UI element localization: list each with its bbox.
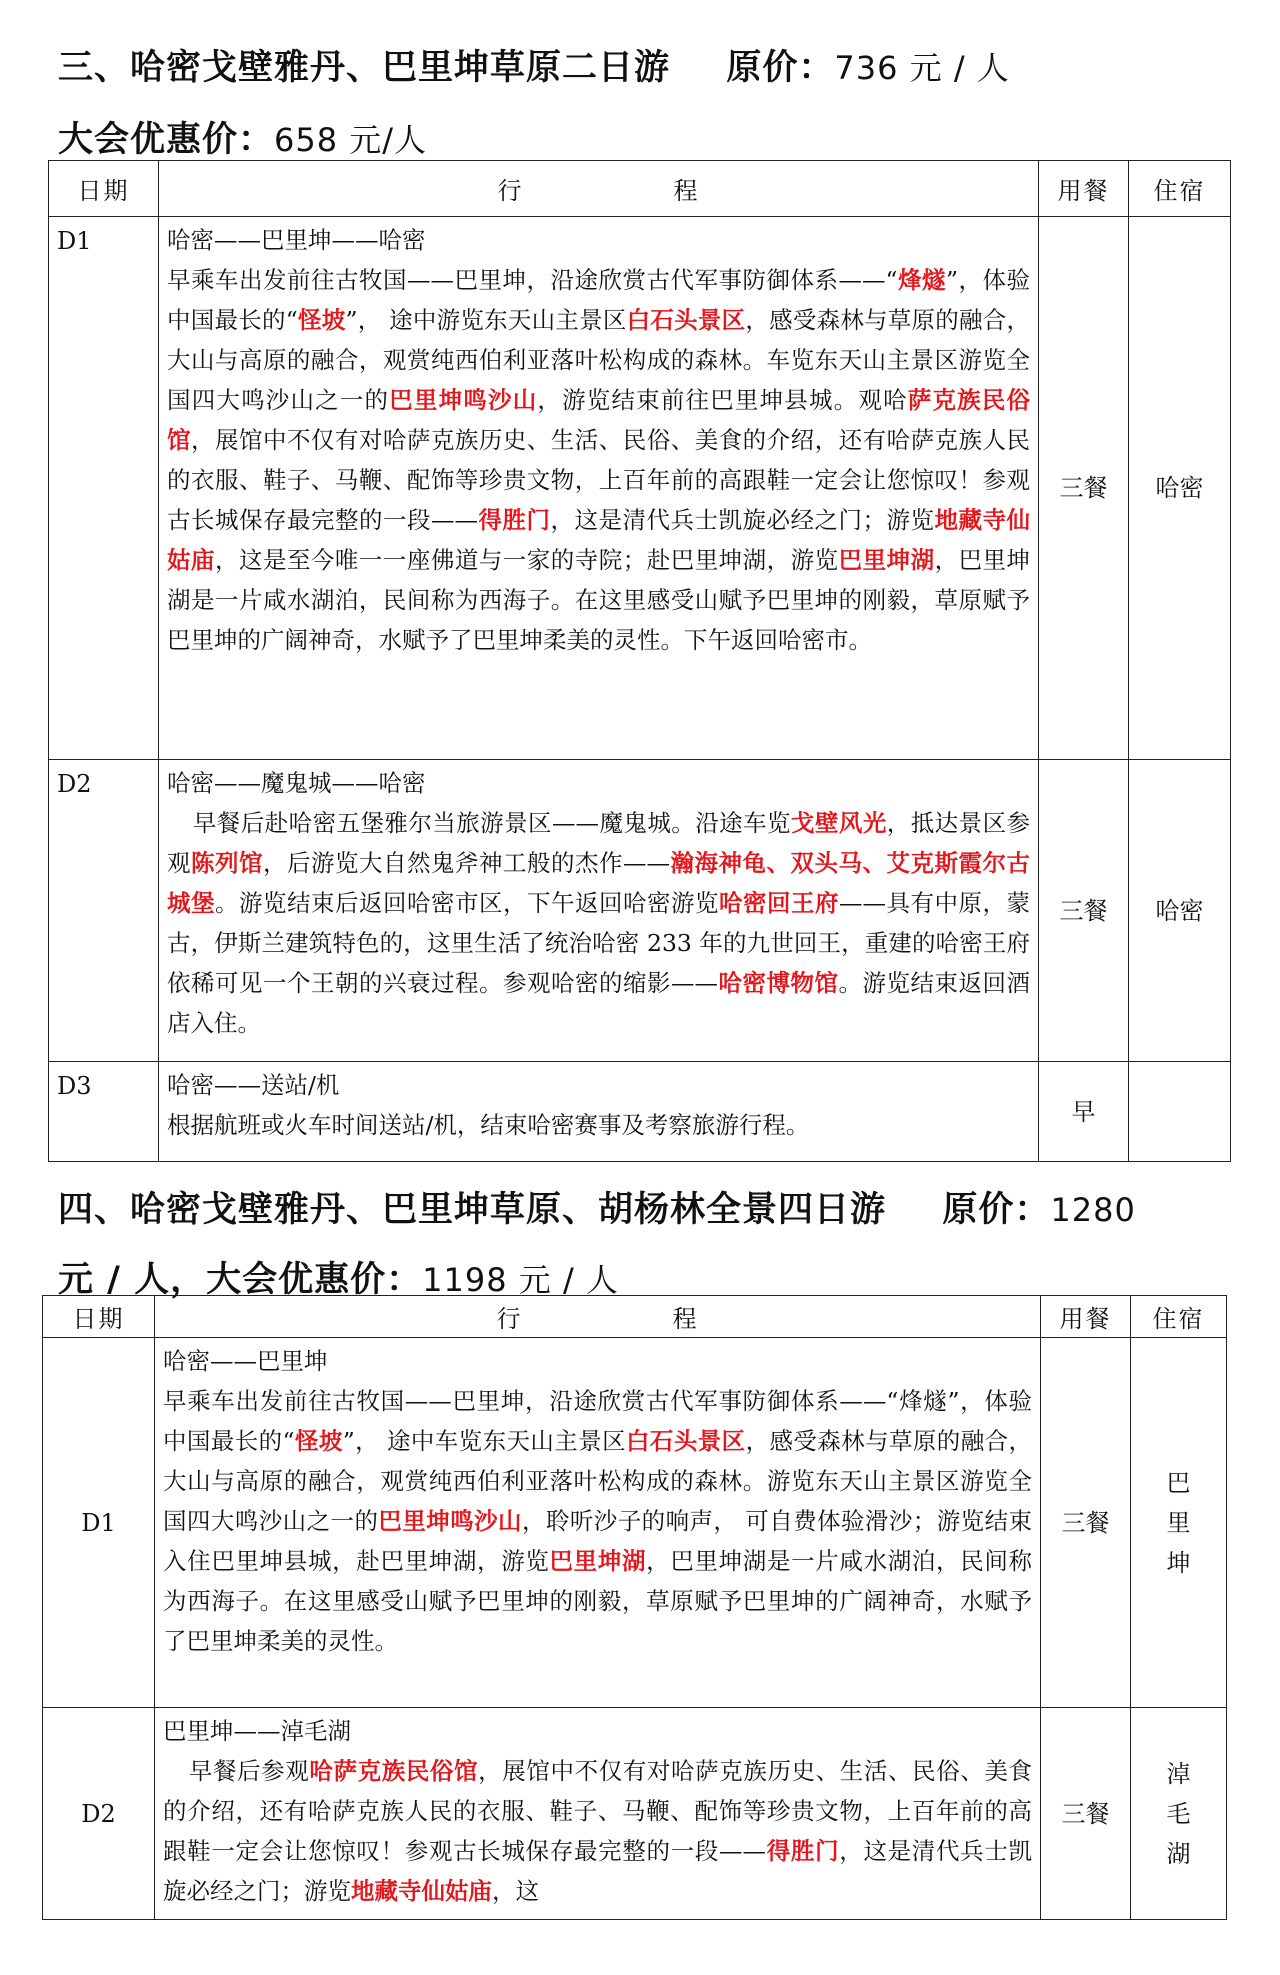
section4-itinerary-table xyxy=(42,1295,1227,1920)
description-text: ”， 途中车览东天山主景区 xyxy=(342,1427,627,1455)
stay-cell xyxy=(1131,1338,1227,1708)
route: 哈密——送站/机 xyxy=(167,1071,340,1099)
day-cell: D1 xyxy=(43,1338,155,1708)
highlighted-attraction: 巴里坤鸣沙山 xyxy=(378,1507,522,1535)
table-row xyxy=(43,1338,1227,1708)
stay-text: 巴里坤 xyxy=(1166,1468,1191,1577)
description-text: ——具有中原，蒙古，伊斯兰建筑特色的，这里生活了统治哈密 233 年的九世回王，重建的哈密王府依稀可见一个王朝的兴衰过程。参观哈密的缩影—— xyxy=(167,889,1030,997)
section3-title-line xyxy=(58,40,1010,90)
header-date: 日期 xyxy=(43,1296,155,1338)
description-text: 早乘车出发前往古牧国——巴里坤，沿途欣赏古代军事防御体系——“烽燧”，体验中国最长的“ xyxy=(163,1387,1032,1455)
header-meal: 用餐 xyxy=(1041,1296,1131,1338)
highlighted-attraction: 巴里坤湖 xyxy=(549,1547,647,1575)
meal-cell: 三餐 xyxy=(1041,1708,1131,1920)
stay-cell: 哈密 xyxy=(1129,760,1231,1062)
description-text: ”， 途中游览东天山主景区 xyxy=(345,306,627,334)
itinerary-cell xyxy=(159,760,1039,1062)
itinerary-description xyxy=(167,266,1030,654)
route: 哈密——巴里坤 xyxy=(163,1347,328,1375)
section4-title: 四、哈密戈壁雅丹、巴里坤草原、胡杨林全景四日游 xyxy=(58,1190,887,1230)
section3-price-value: 736 元 / 人 xyxy=(834,49,1010,87)
description-text: 根据航班或火车时间送站/机，结束哈密赛事及考察旅游行程。 xyxy=(167,1111,810,1139)
section4-title-line xyxy=(58,1182,1136,1232)
highlighted-attraction: 地藏寺仙姑庙 xyxy=(167,506,1030,574)
description-text: ，感受森林与草原的融合，大山与高原的融合，观赏纯西伯利亚落叶松构成的森林。游览东天山主景区游览全国四大鸣沙山之一的 xyxy=(163,1427,1033,1535)
highlighted-attraction: 怪坡 xyxy=(297,306,346,334)
route: 哈密——魔鬼城——哈密 xyxy=(167,769,426,797)
itinerary-cell xyxy=(155,1338,1041,1708)
highlighted-attraction: 哈密博物馆 xyxy=(718,969,839,997)
day-cell: D2 xyxy=(43,1708,155,1920)
description-text: ，游览结束前往巴里坤县城。观哈 xyxy=(537,386,908,414)
highlighted-attraction: 白石头景区 xyxy=(626,1427,746,1455)
header-stay: 住宿 xyxy=(1131,1296,1227,1338)
highlighted-attraction: 怪坡 xyxy=(294,1427,343,1455)
section4-price-label: 原价： xyxy=(942,1190,1051,1230)
highlighted-attraction: 白石头景区 xyxy=(626,306,746,334)
highlighted-attraction: 萨克族民俗馆 xyxy=(167,386,1031,454)
day-cell: D1 xyxy=(49,217,159,760)
description-text: ，展馆中不仅有对哈萨克族历史、生活、民俗、美食的介绍，还有哈萨克族人民的衣服、鞋子、马鞭、配饰等珍贵文物，上百年前的高跟鞋一定会让您惊叹！参观古长城保存最完整的一段—— xyxy=(167,426,1031,534)
itinerary-cell xyxy=(159,1062,1039,1162)
description-text: ，感受森林与草原的融合，大山与高原的融合，观赏纯西伯利亚落叶松构成的森林。车览东天山主景区游览全国四大鸣沙山之一的 xyxy=(167,306,1031,414)
description-text: ，展馆中不仅有对哈萨克族历史、生活、民俗、美食的介绍，还有哈萨克族人民的衣服、鞋子、马鞭、配饰等珍贵文物，上百年前的高跟鞋一定会让您惊叹！参观古长城保存最完整的一段—— xyxy=(163,1757,1033,1865)
table-row xyxy=(43,1708,1227,1920)
description-text: ”，体验中国最长的“ xyxy=(167,266,1031,334)
section3-discount-line xyxy=(58,112,427,162)
highlighted-attraction: 瀚海神龟、双头马、艾克斯霞尔古城堡 xyxy=(167,849,1030,917)
description-text: ，这是清代兵士凯旋必经之门；游览 xyxy=(163,1837,1033,1905)
meal-cell: 早 xyxy=(1039,1062,1129,1162)
description-text: ，这是清代兵士凯旋必经之门；游览 xyxy=(550,506,935,534)
description-text: ，后游览大自然鬼斧神工般的杰作—— xyxy=(263,849,670,877)
highlighted-attraction: 得胜门 xyxy=(766,1837,840,1865)
itinerary-cell xyxy=(155,1708,1041,1920)
route: 巴里坤——淖毛湖 xyxy=(163,1717,351,1745)
section3-price-label: 原价： xyxy=(726,48,835,88)
highlighted-attraction: 地藏寺仙姑庙 xyxy=(351,1877,492,1905)
description-text: ，这 xyxy=(492,1877,539,1905)
description-text: ，巴里坤湖是一片咸水湖泊，民间称为西海子。在这里感受山赋予巴里坤的刚毅，草原赋予巴里坤的广阔神奇，水赋予了巴里坤柔美的灵性。 xyxy=(163,1547,1033,1655)
section4-price-value: 1280 xyxy=(1050,1191,1136,1229)
day-cell: D3 xyxy=(49,1062,159,1162)
stay-cell xyxy=(1129,1062,1231,1162)
section3-discount-label: 大会优惠价： xyxy=(58,120,275,160)
section3-itinerary-table xyxy=(48,160,1231,1162)
meal-cell: 三餐 xyxy=(1039,217,1129,760)
stay-cell: 哈密 xyxy=(1129,217,1231,760)
header-meal: 用餐 xyxy=(1039,161,1129,217)
day-cell: D2 xyxy=(49,760,159,1062)
section4-discount-label: 大会优惠价： xyxy=(206,1260,423,1300)
itinerary-description xyxy=(167,803,1030,1043)
section3-discount-value: 658 元/人 xyxy=(274,121,428,159)
meal-cell: 三餐 xyxy=(1039,760,1129,1062)
stay-text: 淖毛湖 xyxy=(1166,1759,1191,1868)
header-stay: 住宿 xyxy=(1129,161,1231,217)
table-row xyxy=(49,217,1231,760)
description-text: 。游览结束返回酒店入住。 xyxy=(167,969,1030,1037)
description-text: 早餐后参观 xyxy=(188,1757,310,1785)
table-row xyxy=(49,760,1231,1062)
highlighted-attraction: 得胜门 xyxy=(478,506,551,534)
highlighted-attraction: 陈列馆 xyxy=(191,849,263,877)
itinerary-description xyxy=(167,1111,809,1139)
highlighted-attraction: 巴里坤鸣沙山 xyxy=(389,386,538,414)
route: 哈密——巴里坤——哈密 xyxy=(167,226,426,254)
itinerary-description xyxy=(163,1387,1032,1655)
table-row xyxy=(49,1062,1231,1162)
section3-title: 三、哈密戈壁雅丹、巴里坤草原二日游 xyxy=(58,48,671,88)
description-text: ，巴里坤湖是一片咸水湖泊，民间称为西海子。在这里感受山赋予巴里坤的刚毅，草原赋予巴里坤的广阔神奇，水赋予了巴里坤柔美的灵性。下午返回哈密市。 xyxy=(167,546,1031,654)
itinerary-cell xyxy=(159,217,1039,760)
highlighted-attraction: 巴里坤湖 xyxy=(838,546,935,574)
highlighted-attraction: 戈壁风光 xyxy=(791,809,887,837)
section4-price-unit: 元 / 人， xyxy=(58,1260,207,1300)
highlighted-attraction: 哈密回王府 xyxy=(719,889,839,917)
highlighted-attraction: 烽燧 xyxy=(897,266,946,294)
highlighted-attraction: 哈萨克族民俗馆 xyxy=(309,1757,479,1785)
itinerary-description xyxy=(163,1751,1032,1911)
description-text: 早餐后赴哈密五堡雅尔当旅游景区——魔鬼城。沿途车览 xyxy=(192,809,792,837)
header-itinerary: 行 程 xyxy=(159,161,1039,217)
section4-discount-value: 1198 元 / 人 xyxy=(422,1261,619,1299)
header-itinerary: 行 程 xyxy=(155,1296,1041,1338)
description-text: 。游览结束后返回哈密市区，下午返回哈密游览 xyxy=(215,889,719,917)
header-date: 日期 xyxy=(49,161,159,217)
description-text: ，聆听沙子的响声， 可自费体验滑沙；游览结束入住巴里坤县城，赴巴里坤湖，游览 xyxy=(163,1507,1033,1575)
description-text: ，这是至今唯一一座佛道与一家的寺院；赴巴里坤湖，游览 xyxy=(214,546,839,574)
stay-cell xyxy=(1131,1708,1227,1920)
meal-cell: 三餐 xyxy=(1041,1338,1131,1708)
description-text: 早乘车出发前往古牧国——巴里坤，沿途欣赏古代军事防御体系——“ xyxy=(167,266,898,294)
description-text: ，抵达景区参观 xyxy=(167,809,1031,877)
